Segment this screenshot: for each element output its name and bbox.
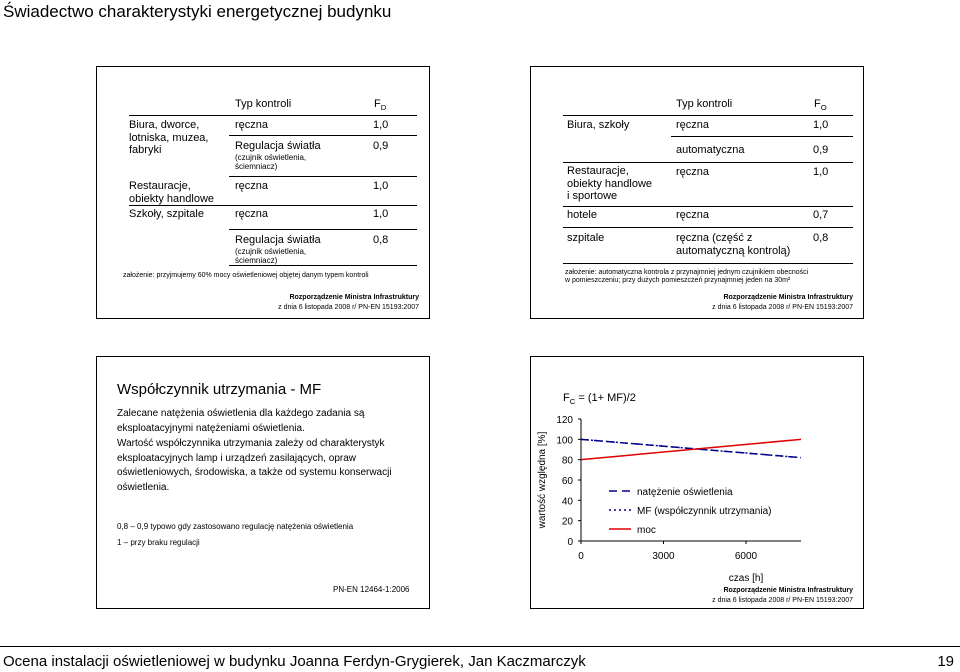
x-axis-label: czas [h] — [728, 573, 764, 584]
legend-label: natężenie oświetlenia — [637, 487, 733, 498]
control-partial-automatic: ręczna (część z automatyczną kontrolą) — [676, 232, 791, 257]
factor-value: 1,0 — [373, 208, 389, 220]
page-footer — [0, 646, 960, 672]
factor-value: 1,0 — [813, 119, 829, 131]
row-building-restaurants: Restauracje, obiekty handlowe — [129, 180, 215, 205]
row-building-hotels: hotele — [567, 209, 597, 221]
y-tick-label: 40 — [561, 496, 573, 508]
control-note: (czujnik oświetlenia, ściemniacz) — [235, 153, 307, 172]
factor-value: 0,9 — [813, 144, 829, 156]
slide-control-fo — [530, 66, 864, 319]
row-building-offices: Biura, dworce, lotniska, muzea, fabryki — [129, 119, 209, 157]
y-tick-label: 0 — [567, 537, 573, 548]
source-title: Rozporządzenie Ministra Infrastruktury — [723, 294, 853, 301]
control-light-regulation: Regulacja światła — [235, 234, 321, 246]
x-tick-label: 3000 — [652, 551, 675, 562]
row-building-offices: Biura, szkoły — [567, 119, 630, 131]
factor-value: 0,8 — [373, 234, 389, 246]
header-factor: $F_D$ — [374, 98, 387, 113]
control-manual: ręczna — [235, 119, 269, 131]
source-date: z dnia 6 listopada 2008 r/ PN-EN 15193:2007 — [712, 304, 853, 311]
chart-fc — [531, 357, 863, 608]
y-tick-label: 120 — [556, 415, 573, 426]
note-regulation: 0,8 – 0,9 typowo gdy zastosowano regulację natężenia oświetlenia — [117, 522, 354, 531]
document-title: Świadectwo charakterystyki energetycznej budynku — [3, 2, 392, 21]
assumption-text: założenie: automatyczna kontrola z przynajmniej jednym czujnikiem obecności w pomieszczeniu; przy dużych pomieszczeń przynajmniej jeden na 30m² — [565, 269, 809, 285]
source-standard: PN-EN 12464-1:2006 — [333, 585, 410, 594]
note-no-regulation: 1 – przy braku regulacji — [117, 538, 200, 547]
source-date: z dnia 6 listopada 2008 r/ PN-EN 15193:2007 — [712, 597, 853, 604]
slide-heading: Współczynnik utrzymania - MF — [117, 381, 322, 398]
slide-control-fd — [96, 66, 430, 319]
header-factor: $F_O$ — [814, 98, 827, 113]
control-light-regulation: Regulacja światła — [235, 140, 321, 152]
paragraph-recommended: Zalecane natężenia oświetlenia dla każdego zadania są eksploatacyjnymi natężeniami oświetlenia. — [117, 408, 365, 434]
paragraph-mf-depends: Wartość współczynnika utrzymania zależy od charakterystyk eksploatacyjnych lamp i urządzeń zasilających, opraw oświetleniowych, środowiska, a także od systemu konserwacji oświetlenia. — [117, 438, 392, 493]
slide-maintenance-factor — [96, 356, 430, 609]
source-title: Rozporządzenie Ministra Infrastruktury — [723, 587, 853, 594]
x-tick-label: 0 — [578, 551, 584, 562]
page-number: 19 — [937, 653, 954, 670]
y-axis-label: wartość względna [%] — [537, 431, 548, 529]
assumption-text: założenie: przyjmujemy 60% mocy oświetleniowej objętej danym typem kontroli — [123, 272, 369, 279]
factor-value: 0,7 — [813, 209, 829, 221]
slide-chart-fc — [530, 356, 864, 609]
y-tick-label: 80 — [561, 455, 573, 467]
factor-value: 1,0 — [373, 119, 389, 131]
factor-value: 0,8 — [813, 232, 829, 244]
control-automatic: automatyczna — [676, 144, 745, 156]
factor-value: 1,0 — [373, 180, 389, 192]
x-tick-label: 6000 — [734, 551, 758, 562]
formula-fc: $F_C = (1+ MF)/2$ — [563, 392, 636, 407]
factor-value: 0,9 — [373, 140, 389, 152]
legend-label: MF (współczynnik utrzymania) — [637, 506, 772, 517]
header-control-type: Typ kontroli — [676, 98, 733, 110]
source-date: z dnia 6 listopada 2008 r/ PN-EN 15193:2007 — [278, 304, 419, 311]
control-manual: ręczna — [676, 119, 710, 131]
row-building-schools: Szkoły, szpitale — [129, 208, 204, 220]
y-tick-label: 20 — [561, 516, 573, 528]
control-manual: ręczna — [676, 209, 710, 221]
header-control-type: Typ kontroli — [235, 98, 292, 110]
control-manual: ręczna — [235, 208, 269, 220]
row-building-hospitals: szpitale — [567, 232, 605, 244]
footer-text: Ocena instalacji oświetleniowej w budynku Joanna Ferdyn-Grygierek, Jan Kaczmarczyk — [3, 653, 586, 670]
legend-label: moc — [637, 525, 656, 536]
control-manual: ręczna — [235, 180, 269, 192]
row-building-restaurants: Restauracje, obiekty handlowe i sportowe — [567, 165, 653, 203]
control-manual: ręczna — [676, 166, 710, 178]
source-title: Rozporządzenie Ministra Infrastruktury — [289, 294, 419, 301]
control-note: (czujnik oświetlenia, ściemniacz) — [235, 247, 307, 266]
y-tick-label: 60 — [561, 476, 573, 487]
factor-value: 1,0 — [813, 166, 829, 178]
y-tick-label: 100 — [556, 435, 573, 447]
